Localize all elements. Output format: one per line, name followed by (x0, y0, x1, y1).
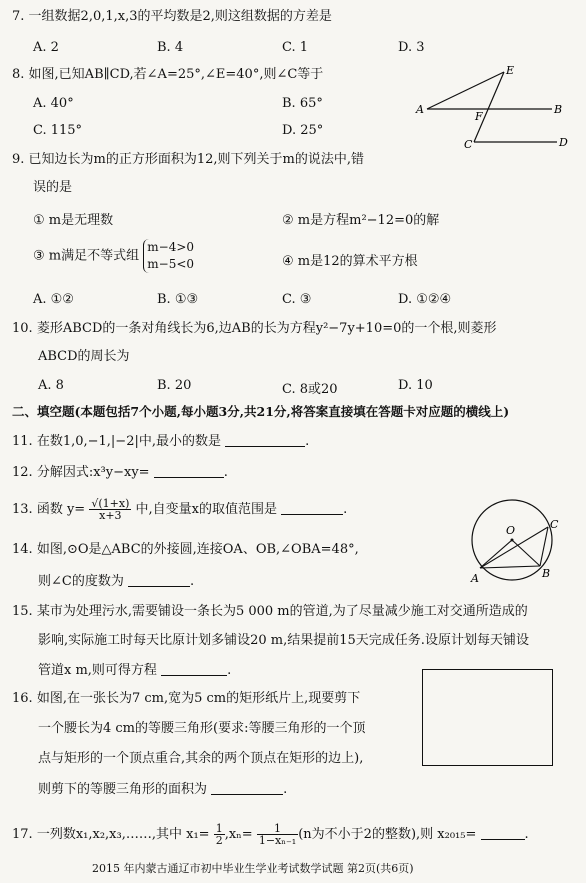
q11-text: 在数1,0,−1,|−2|中,最小的数是 (36, 434, 221, 449)
q12-answer-blank[interactable] (154, 465, 224, 478)
q8-stem (12, 68, 323, 81)
q17-fraction-2-denominator: 1−xₙ₋₁ (258, 834, 297, 847)
q17-fraction-2-numerator: 1 (257, 823, 298, 835)
q13-answer-blank[interactable] (281, 502, 343, 515)
section-2-heading: 二、填空题(本题包括7个小题,每小题3分,共21分,将答案直接填在答题卡对应题的横线上) (12, 404, 510, 419)
q14-label-a: A (471, 572, 479, 585)
q8-text: 如图,已知AB∥CD,若∠A=25°,∠E=40°,则∠C等于 (28, 67, 324, 82)
q10-option-a: A. 8 (38, 378, 64, 393)
q16-end: . (283, 782, 288, 797)
q14-label-c: C (550, 518, 559, 531)
q17 (12, 823, 529, 846)
q15-number: 15. (12, 604, 33, 619)
q10-number: 10. (12, 321, 33, 336)
q9-statement-3 (33, 239, 194, 273)
q9-inequality-system (143, 239, 194, 273)
q14-end: . (189, 574, 195, 589)
q13-fraction (89, 498, 131, 521)
q12-number: 12. (12, 465, 33, 480)
q8-label-e: E (506, 64, 515, 77)
q8-label-b: B (554, 103, 563, 116)
q8-option-c: C. 115° (33, 123, 83, 138)
q8-label-c: C (464, 138, 473, 151)
q13-number: 13. (12, 502, 33, 517)
q13 (12, 498, 347, 521)
q16-answer-blank[interactable] (211, 782, 283, 795)
q14-label-o: O (506, 524, 516, 537)
q9-option-d: D. ①②④ (398, 292, 452, 307)
q14-line1 (12, 543, 359, 556)
q11-answer-blank[interactable] (225, 434, 305, 447)
q9-stem-line1 (12, 153, 364, 166)
q7-option-a: A. 2 (33, 40, 59, 55)
q15-text-line3: 管道x m,则可得方程 (38, 663, 157, 678)
q16-rectangle-figure (422, 669, 553, 766)
q17-answer-blank[interactable] (481, 827, 525, 840)
q8-option-a: A. 40° (33, 96, 74, 111)
q11 (12, 434, 309, 448)
q9-statement-4: ④ m是12的算术平方根 (282, 254, 418, 269)
q14-line2 (38, 574, 194, 588)
q16-line1 (12, 692, 360, 705)
q17-fraction-1-denominator: 2 (215, 834, 223, 847)
q7-text: 一组数据2,0,1,x,3的平均数是2,则这组数据的方差是 (28, 9, 332, 24)
q12-text: 分解因式:x³y−xy= (36, 465, 150, 480)
q9-statement-2: ② m是方程m²−12=0的解 (282, 213, 440, 228)
q8-label-d: D (559, 136, 568, 149)
q7-option-c: C. 1 (282, 40, 309, 55)
q9-number: 9. (12, 152, 25, 167)
q10-text-line2: ABCD的周长为 (38, 349, 130, 364)
q15-line3 (38, 663, 231, 677)
q17-mid: ,xₙ= (224, 827, 253, 842)
q7-stem (12, 10, 332, 23)
q11-end: . (305, 434, 310, 449)
q14-answer-blank[interactable] (128, 574, 190, 587)
q16-line4 (38, 782, 287, 796)
q9-option-a: A. ①② (33, 292, 74, 307)
q14-figure (462, 494, 562, 594)
q14-text-line1: 如图,⊙O是△ABC的外接圆,连接OA、OB,∠OBA=48°, (36, 542, 359, 557)
q12 (12, 465, 228, 479)
q16-text-line2: 一个腰长为4 cm的等腰三角形(要求:等腰三角形的一个顶 (38, 721, 366, 736)
q17-fraction-2 (257, 823, 298, 846)
q15-answer-blank[interactable] (161, 663, 227, 676)
q7-number: 7. (12, 9, 25, 24)
q14-text-line2: 则∠C的度数为 (38, 574, 124, 589)
q10-option-b: B. 20 (157, 378, 192, 393)
q8-option-b: B. 65° (282, 96, 323, 111)
q16-text-line3: 点与矩形的一个顶点重合,其余的两个顶点在矩形的边上), (38, 751, 364, 766)
q17-fraction-1-numerator: 1 (215, 822, 223, 835)
q10-text-line1: 菱形ABCD的一条对角线长为6,边AB的长为方程y²−7y+10=0的一个根,则菱形 (36, 321, 497, 336)
q13-prefix: 函数 y= (36, 502, 86, 517)
q8-figure (412, 62, 572, 152)
q9-text-line2: 误的是 (33, 180, 73, 195)
q10-stem-line1 (12, 322, 497, 335)
q17-suffix: (n为不小于2的整数),则 x₂₀₁₅= (298, 827, 477, 842)
q7-option-b: B. 4 (157, 40, 184, 55)
q14-number: 14. (12, 542, 33, 557)
q16-text-line1: 如图,在一张长为7 cm,宽为5 cm的矩形纸片上,现要剪下 (36, 691, 361, 706)
q17-prefix: 一列数x₁,x₂,x₃,……,其中 x₁= (36, 827, 210, 842)
q8-option-d: D. 25° (282, 123, 324, 138)
page-footer: 2015 年内蒙古通辽市初中毕业生学业考试数学试题 第2页(共6页) (92, 862, 414, 875)
q15-text-line2: 影响,实际施工时每天比原计划多铺设20 m,结果提前15天完成任务.设原计划每天铺设 (38, 633, 529, 648)
q8-label-f: F (475, 110, 483, 123)
q17-number: 17. (12, 827, 33, 842)
q17-fraction-1 (214, 823, 225, 846)
q11-number: 11. (12, 434, 33, 449)
q13-suffix: 中,自变量x的取值范围是 (135, 502, 277, 517)
q17-end: . (524, 827, 529, 842)
q16-text-line4: 则剪下的等腰三角形的面积为 (38, 782, 208, 797)
q15-line1 (12, 605, 528, 618)
q9-statement-1: ① m是无理数 (33, 213, 114, 228)
q15-text-line1: 某市为处理污水,需要铺设一条长为5 000 m的管道,为了尽量减少施工对交通所造成的 (36, 604, 528, 619)
q13-end: . (343, 502, 348, 517)
q9-inequality-1: m−4>0 (147, 240, 195, 254)
q8-number: 8. (12, 67, 25, 82)
q8-label-a: A (416, 103, 424, 116)
q9-option-b: B. ①③ (157, 292, 199, 307)
q9-statement-3-prefix: ③ m满足不等式组 (33, 248, 140, 264)
q15-end: . (227, 663, 232, 678)
q9-text-line1: 已知边长为m的正方形面积为12,则下列关于m的说法中,错 (28, 152, 365, 167)
q10-option-d: D. 10 (398, 378, 433, 393)
q14-label-b: B (542, 567, 551, 580)
q9-option-c: C. ③ (282, 292, 312, 307)
q12-end: . (223, 465, 228, 480)
q13-fraction-denominator: x+3 (99, 509, 122, 522)
q9-inequality-2: m−5<0 (147, 257, 195, 271)
q16-number: 16. (12, 691, 33, 706)
q10-option-c: C. 8或20 (282, 382, 338, 397)
q13-fraction-numerator: √(1+x) (91, 497, 130, 510)
q7-option-d: D. 3 (398, 40, 425, 55)
